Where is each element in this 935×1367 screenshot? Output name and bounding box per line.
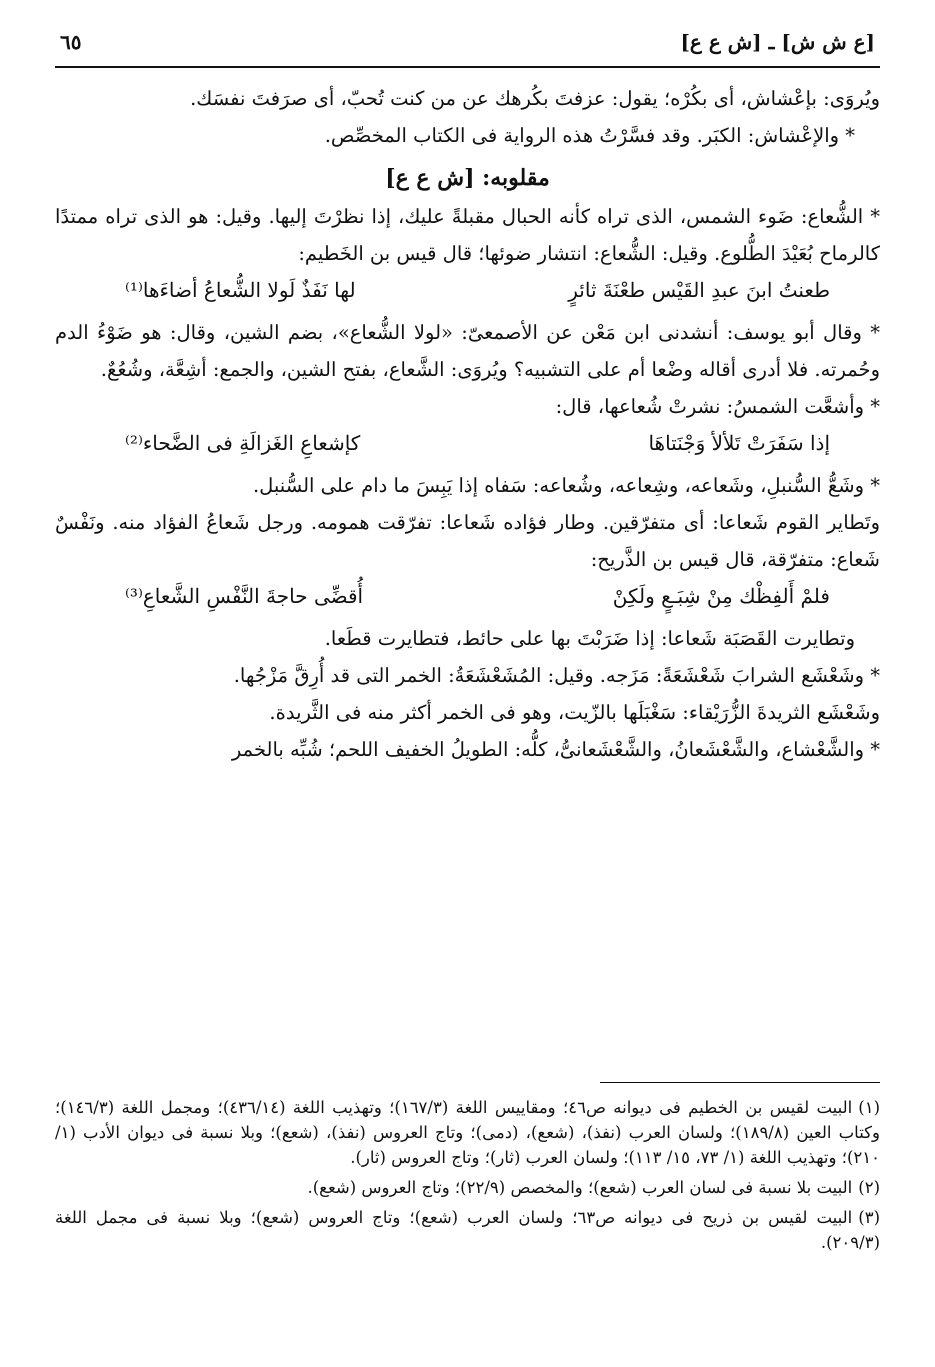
paragraph: وتَطاير القوم شَعاعا: أى متفرّقين. وطار فؤاده شَعاعا: تفرّقت همومه. ورجل شَعاعُ الفؤاد منه. ونَفْسٌ شَعاع: متفرّقة، قال قيس بن الذَّريح: bbox=[55, 511, 880, 571]
verse-first-hemistich: إذا سَفَرَتْ تَلألأ وَجْنَتاهَا bbox=[648, 431, 830, 455]
main-text bbox=[55, 80, 880, 768]
footnote bbox=[55, 1095, 880, 1170]
paragraph: * الشُّعاع: ضَوء الشمس، الذى تراه كأنه الحبال مقبلةً عليك، إذا نظرْتَ إليها. وقيل: هو الذى تراه ممتدًا كالرماح بُعَيْدَ الطُّلوع. وقيل: الشُّعاع: انتشار ضوئها؛ قال قيس بن الخَطيم: bbox=[55, 205, 880, 265]
footnote-label: (٢) bbox=[858, 1178, 880, 1197]
section-heading: مقلوبه: [ش ع ع] bbox=[385, 165, 550, 191]
footnote-label: (١) bbox=[858, 1098, 880, 1117]
footnote-text: البيت لقيس بن الخطيم فى ديوانه ص٤٦؛ ومقاييس اللغة (١٦٧/٣)؛ وتهذيب اللغة (٤٣٦/١٤)؛ ومجمل اللغة (١٤٦/٣)؛ وكتاب العين (١٨٩/٨)؛ ولسان العرب (نفذ)، (شعع)، (دمى)؛ وتاج العروس (نفذ)، (شعع)؛ وبلا نسبة فى ديوان الأدب (١/ ٢١٠)؛ وتهذيب اللغة (١/ ٧٣، ١٥/ ١١٣)؛ ولسان العرب (ثار)؛ وتاج العروس (ثار). bbox=[55, 1098, 881, 1167]
paragraph: * والشَّعْشاع، والشَّعْشَعانُ، والشَّعْشَعانىُّ، كلُّه: الطويلُ الخفيف اللحم؛ شُبِّه بالخمر bbox=[231, 738, 880, 761]
paragraph: * وشَعُّ السُّنبلِ، وشَعاعه، وشِعاعه، وشُعاعه: سَفاه إذا يَبِسَ ما دام على السُّنبل. bbox=[252, 474, 880, 497]
running-title: [ع ش ش] ـ [ش ع ع] bbox=[680, 30, 875, 54]
paragraph: * وشَعْشَع الشرابَ شَعْشَعَةً: مَزَجه. وقيل: المُشَعْشَعَةُ: الخمر التى قد أُرِقَّ مَزْجُها. bbox=[233, 664, 880, 687]
footnote bbox=[55, 1205, 880, 1255]
poem-verse bbox=[55, 578, 880, 620]
footnotes bbox=[55, 1095, 880, 1260]
footnote-text: البيت لقيس بن ذريح فى ديوانه ص٦٣؛ ولسان العرب (شعع)؛ وتاج العروس (شعع)؛ وبلا نسبة فى مجمل اللغة (٢٠٩/٣). bbox=[55, 1208, 880, 1252]
verse-second-hemistich: لها نَفَذٌ لَولا الشُّعاعُ أضاءَها⁽¹⁾ bbox=[125, 278, 356, 302]
paragraph: وتطايرت القَصَبَة شَعاعا: إذا ضَرَبْتَ بها على حائط، فتطايرت قطَعا. bbox=[324, 627, 855, 650]
page-header bbox=[60, 30, 875, 62]
verse-first-hemistich: فلمْ أَلفِظْك مِنْ شِبَـعٍ ولَكِنْ bbox=[612, 584, 830, 608]
header-rule bbox=[55, 66, 880, 68]
poem-verse bbox=[55, 272, 880, 314]
poem-verse bbox=[55, 425, 880, 467]
verse-second-hemistich: كإشعاعِ الغَزالَةِ فى الضَّحاء⁽²⁾ bbox=[125, 431, 361, 455]
paragraph: وشَعْشَع الثريدةَ الزُّرَيْقاء: سَغْبَلَها بالزّيت، وهو فى الخمر أكثر منه فى الثَّريدة. bbox=[269, 701, 880, 724]
paragraph: * وقال أبو يوسف: أنشدنى ابن مَعْن عن الأصمعىّ: «لولا الشُّعاع»، بضم الشين، وقال: هو ضَوْءُ الدم وحُمرته. فلا أدرى أقاله وضْعا أم على التشبيه؟ ويُروَى: الشَّعاع، بفتح الشين، والجمع: أشِعَّة، وشُعُعٌ. bbox=[55, 321, 880, 381]
verse-first-hemistich: طعنتُ ابنَ عبدِ القَيْس طعْنَةَ ثائرٍ bbox=[568, 278, 830, 302]
footnote bbox=[55, 1175, 880, 1200]
paragraph: ويُروَى: بإعْشاش، أى بكُرْه؛ يقول: عزفتَ بكُرهك عن من كنت تُحبّ، أى صرَفتَ نفسَك. bbox=[190, 87, 880, 110]
paragraph: * والإعْشاش: الكبَر. وقد فسَّرْتُ هذه الرواية فى الكتاب المخصِّص. bbox=[324, 124, 855, 147]
verse-second-hemistich: أُقضِّى حاجةَ النَّفْسِ الشَّعاعِ⁽³⁾ bbox=[125, 584, 364, 608]
page-number: ٦٥ bbox=[60, 30, 82, 54]
footnote-text: البيت بلا نسبة فى لسان العرب (شعع)؛ والمخصص (٢٢/٩)؛ وتاج العروس (شعع). bbox=[307, 1178, 853, 1197]
footnote-label: (٣) bbox=[858, 1208, 880, 1227]
footnote-rule bbox=[600, 1082, 880, 1083]
paragraph: * وأشعَّت الشمسُ: نشرتْ شُعاعها، قال: bbox=[555, 395, 880, 418]
